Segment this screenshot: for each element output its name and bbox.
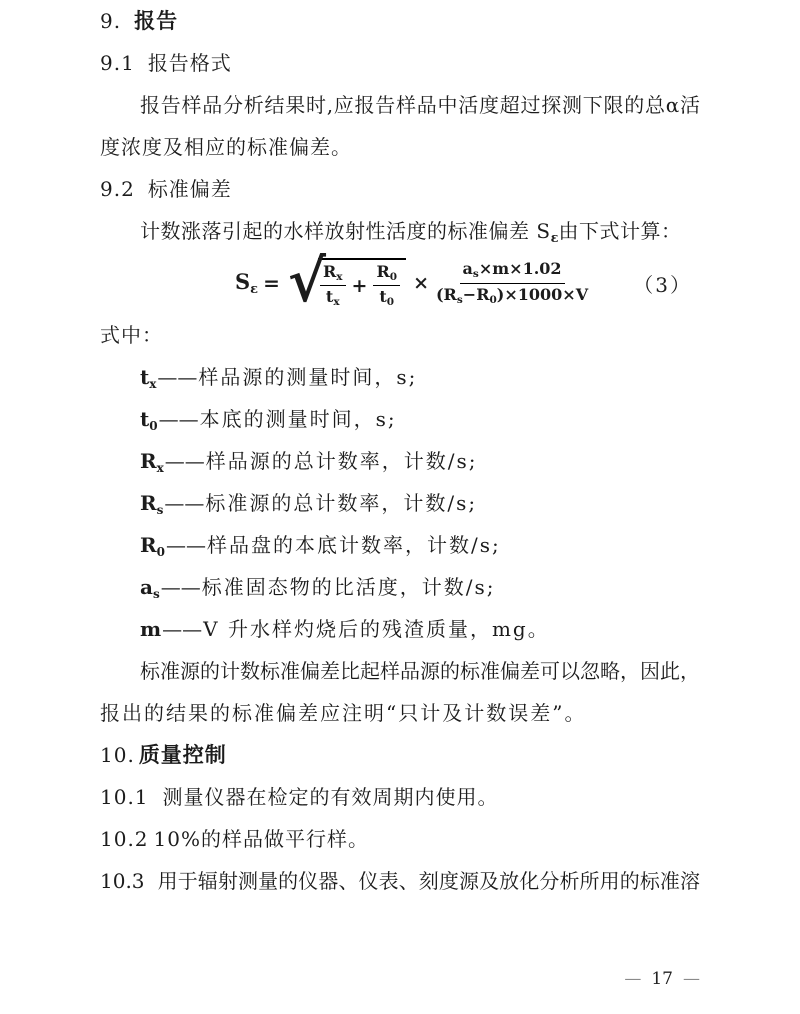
- equation-3-body: [235, 247, 589, 315]
- heading-10: [100, 734, 700, 776]
- definition-desc: V 升水样灼烧后的残渣质量，mg。: [203, 617, 550, 641]
- numerator-a-sub: s: [472, 268, 479, 281]
- square-root-term: [287, 247, 406, 315]
- definition-symbol: R: [140, 449, 157, 473]
- definition-dash: ——: [165, 533, 206, 557]
- definition-symbol-sub: 0: [149, 419, 158, 433]
- definition-rs: [100, 482, 700, 524]
- footer-dash-left: —: [624, 969, 642, 989]
- definition-r0: [100, 524, 700, 566]
- definition-desc: 标准源的总计数率，计数/s;: [205, 491, 478, 515]
- denominator-part: (R: [435, 284, 457, 304]
- denominator-sub: 0: [489, 293, 497, 306]
- fraction-numerator: R: [322, 261, 337, 281]
- heading-10-title: 质量控制: [138, 742, 227, 767]
- closing-paragraph-line-2: 报出的结果的标准偏差应注明“只计及计数误差”。: [100, 701, 587, 725]
- paragraph-9-1-line-1: 报告样品分析结果时,应报告样品中活度超过探测下限的总α活: [140, 93, 700, 117]
- heading-10-number: 10.: [100, 743, 135, 767]
- definition-desc: 本底的测量时间，s;: [199, 407, 397, 431]
- subheading-9-2: [100, 168, 700, 210]
- definition-symbol: a: [140, 575, 153, 599]
- equation-3: [100, 247, 700, 315]
- item-10-2-number: 10.2: [100, 827, 149, 851]
- fraction-denominator-sub: x: [333, 296, 340, 308]
- definition-dash: ——: [164, 491, 205, 515]
- numerator-rest: ×m×1.02: [478, 259, 562, 279]
- radicand: [318, 258, 406, 308]
- definition-m: [100, 608, 700, 650]
- definition-desc: 样品盘的本底计数率，计数/s;: [206, 533, 501, 557]
- definition-dash: ——: [160, 575, 201, 599]
- fraction-denominator: t: [325, 287, 334, 306]
- page-number: 17: [651, 969, 673, 989]
- multiplication-sign: ×: [413, 272, 429, 294]
- fraction-r0-t0: [373, 263, 400, 308]
- definition-tx: [100, 356, 700, 398]
- definition-as: [100, 566, 700, 608]
- plus-sign: +: [351, 274, 368, 297]
- subheading-9-2-title: 标准偏差: [147, 177, 232, 201]
- closing-paragraph-line-1: 标准源的计数标准偏差比起样品源的标准偏差可以忽略，因此，: [140, 659, 700, 683]
- definition-symbol-sub: 0: [156, 545, 165, 559]
- definition-desc: 样品源的测量时间，s;: [198, 365, 418, 389]
- definition-symbol: t: [140, 365, 150, 389]
- definition-symbol-sub: s: [152, 587, 160, 601]
- subheading-9-1-title: 报告格式: [147, 51, 232, 75]
- definition-symbol-sub: s: [156, 503, 164, 517]
- paragraph-9-2-text-end: 由下式计算：: [558, 219, 682, 243]
- paragraph-9-1-line-2: 度浓度及相应的标准偏差。: [100, 135, 352, 159]
- heading-9-number: 9.: [100, 9, 122, 33]
- definition-t0: [100, 398, 700, 440]
- where-label: 式中：: [100, 323, 163, 347]
- definition-rx: [100, 440, 700, 482]
- footer-dash-right: —: [683, 969, 700, 989]
- item-10-2-text: 10%的样品做平行样。: [153, 827, 369, 851]
- item-10-3: [100, 860, 700, 902]
- heading-9-title: 报告: [134, 8, 179, 33]
- denominator-part: )×1000×V: [496, 284, 589, 304]
- equals-sign: =: [263, 271, 280, 295]
- item-10-1-text: 测量仪器在检定的有效周期内使用。: [162, 785, 499, 809]
- definition-dash: ——: [164, 449, 205, 473]
- subheading-9-1: [100, 42, 700, 84]
- definition-symbol: R: [140, 491, 157, 515]
- equation-lhs-symbol: S: [235, 269, 251, 294]
- definition-symbol-sub: x: [149, 377, 157, 391]
- fraction-numerator: R: [376, 261, 390, 281]
- item-10-3-text: 用于辐射测量的仪器、仪表、刻度源及放化分析所用的标准溶: [157, 869, 700, 893]
- item-10-1-number: 10.1: [100, 785, 149, 809]
- subheading-9-1-number: 9.1: [100, 51, 135, 75]
- definition-dash: ——: [162, 617, 203, 641]
- heading-9: [100, 0, 700, 42]
- definition-symbol-sub: x: [156, 461, 164, 475]
- page-content: [100, 0, 700, 902]
- fraction-denominator: t: [379, 287, 387, 306]
- denominator-sub: s: [456, 293, 463, 306]
- fraction-numerator-sub: 0: [389, 270, 398, 283]
- definition-symbol: t: [140, 407, 150, 431]
- equation-lhs: [235, 269, 258, 297]
- definition-symbol: R: [140, 533, 157, 557]
- item-10-3-number: 10.3: [100, 869, 145, 893]
- fraction-activity-term: [436, 260, 588, 305]
- numerator-a: a: [462, 259, 473, 279]
- radical-sign: √: [287, 247, 326, 315]
- item-10-2: [100, 818, 700, 860]
- page-footer: [603, 916, 700, 989]
- definition-desc: 样品源的总计数率，计数/s;: [205, 449, 478, 473]
- paragraph-9-2-text: 计数涨落引起的水样放射性活度的标准偏差 S: [140, 219, 551, 243]
- fraction-numerator-sub: x: [336, 270, 343, 283]
- equation-lhs-subscript: ε: [250, 282, 259, 297]
- item-10-1: [100, 776, 700, 818]
- s-epsilon-subscript: ε: [550, 231, 559, 246]
- definition-dash: ——: [158, 407, 199, 431]
- subheading-9-2-number: 9.2: [100, 177, 135, 201]
- denominator-part: −R: [462, 284, 490, 304]
- fraction-denominator-sub: 0: [386, 296, 395, 308]
- equation-number: （3）: [633, 272, 692, 297]
- definition-symbol: m: [140, 617, 162, 641]
- definition-desc: 标准固态物的比活度，计数/s;: [201, 575, 496, 599]
- paragraph-9-2-intro: [100, 210, 700, 252]
- definition-dash: ——: [157, 365, 198, 389]
